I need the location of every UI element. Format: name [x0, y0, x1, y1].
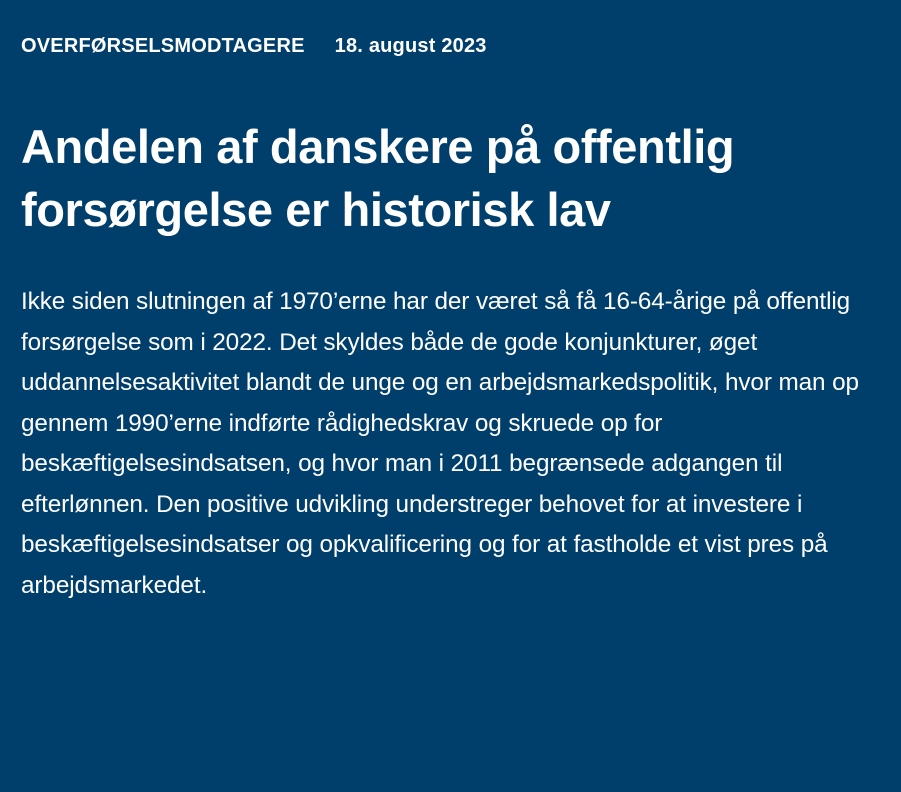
publish-date: 18. august 2023 [334, 35, 487, 57]
article-title: Andelen af danskere på offentlig forsørgelse er historisk lav [21, 120, 735, 236]
article-meta [21, 33, 881, 59]
category-label[interactable]: OVERFØRSELSMODTAGERE [21, 35, 305, 57]
article-body: Ikke siden slutningen af 1970’erne har der været så få 16-64-årige på offentlig forsørgelse som i 2022. Det skyldes både de gode konjunkturer, øget uddannelsesaktivitet blandt de unge og en arbejdsmarkedspolitik, hvor man op gennem 1990’erne indførte rådighedskrav og skruede op for beskæftigelsesindsatsen, og hvor man i 2011 begrænsede adgangen til efterlønnen. Den positive udvikling understreger behovet for at investere i beskæftigelsesindsatser og opkvalificering og for at fastholde et vist pres på arbejdsmarkedet. [21, 288, 859, 599]
